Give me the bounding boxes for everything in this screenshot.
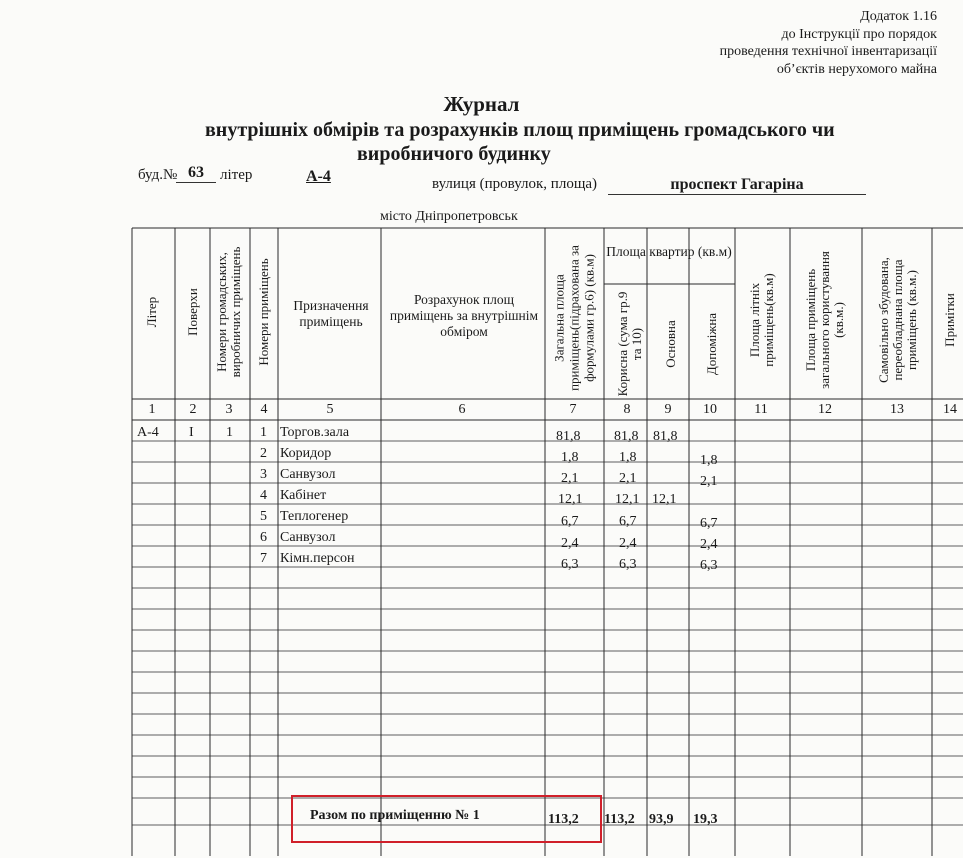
cell-room-name: Кімн.персон <box>280 551 355 566</box>
cell-total: 1,8 <box>561 450 579 465</box>
col-number: 11 <box>754 402 768 417</box>
col-number: 14 <box>943 402 957 417</box>
header-purpose: Призначення приміщень <box>293 298 369 329</box>
col-number: 13 <box>890 402 904 417</box>
cell-room-name: Санвузол <box>280 467 336 482</box>
header-calc: Розрахунок площ приміщень за внутрішнім обміром <box>389 292 539 339</box>
header-total-area: Загальна площа приміщень(підрахована за формулами гр.6) (кв.м) <box>551 245 597 391</box>
appendix-line: проведення технічної інвентаризації <box>719 44 937 59</box>
col-number: 9 <box>664 402 672 417</box>
appendix-line: об’єктів нерухомого майна <box>776 61 937 77</box>
cell-main: 12,1 <box>652 492 677 507</box>
cell-useful: 12,1 <box>615 492 640 507</box>
cell-total: 6,7 <box>561 514 579 529</box>
cell-total: 81,8 <box>556 429 581 444</box>
street-value: проспект Гагаріна <box>608 176 866 195</box>
col-number: 3 <box>225 402 233 417</box>
total-main-value: 93,9 <box>649 812 674 827</box>
col-number: 6 <box>458 402 466 417</box>
appendix-line: до Інструкції про порядок <box>781 26 937 42</box>
cell-liter: А-4 <box>137 425 159 440</box>
cell-aux: 2,1 <box>700 474 718 489</box>
cell-total: 12,1 <box>558 492 583 507</box>
cell-total: 2,4 <box>561 536 579 551</box>
cell-useful: 6,3 <box>619 557 637 572</box>
col-number: 1 <box>148 402 156 417</box>
cell-room-name: Санвузол <box>280 530 336 545</box>
building-no-label: буд.№ <box>138 167 178 183</box>
cell-useful: 2,4 <box>619 536 637 551</box>
total-useful-value: 113,2 <box>604 812 635 827</box>
cell-total: 6,3 <box>561 557 579 572</box>
cell-room-no: 3 <box>260 467 267 482</box>
total-area-value: 113,2 <box>548 812 579 827</box>
cell-main: 81,8 <box>653 429 678 444</box>
header-summer: Площа літніх приміщень(кв.м) <box>747 273 776 367</box>
liter-value: А-4 <box>306 168 331 185</box>
col-number: 10 <box>703 402 717 417</box>
cell-room-no: 2 <box>260 446 267 461</box>
header-auxiliary: Допоміжна <box>704 312 719 376</box>
col-number: 8 <box>623 402 631 417</box>
col-number: 12 <box>818 402 832 417</box>
cell-aux: 1,8 <box>700 453 718 468</box>
total-aux-value: 19,3 <box>693 812 718 827</box>
street-label: вулиця (провулок, площа) <box>432 176 598 192</box>
cell-aux: 2,4 <box>700 537 718 552</box>
col-number: 7 <box>569 402 577 417</box>
document-subtitle-cont: виробничого будинку <box>357 143 551 165</box>
total-label: Разом по приміщенню № 1 <box>310 808 480 823</box>
header-notes: Примітки <box>942 293 957 347</box>
cell-useful: 1,8 <box>619 450 637 465</box>
cell-room-name: Коридор <box>280 446 332 461</box>
cell-aux: 6,3 <box>700 558 718 573</box>
header-self-built: Самовільно збудована, переобладнана площа приміщень (кв.м.) <box>876 257 919 383</box>
cell-useful: 81,8 <box>614 429 639 444</box>
building-no-value: 63 <box>176 164 216 183</box>
header-rooms-no: Номери приміщень <box>256 258 271 366</box>
cell-useful: 6,7 <box>619 514 637 529</box>
header-common: Площа приміщень загального користування (кв.м.) <box>803 251 846 389</box>
cell-room-no: 4 <box>260 488 267 503</box>
liter-label: літер <box>220 167 253 183</box>
header-floors: Поверхи <box>185 288 200 336</box>
cell-room-no: 6 <box>260 530 267 545</box>
header-useful: Корисна (сума гр.9 та 10) <box>615 291 644 397</box>
city-label: місто Дніпропетровськ <box>380 209 518 224</box>
cell-room-no: 7 <box>260 551 267 566</box>
cell-room-name: Торгов.зала <box>280 425 350 440</box>
document-title: Журнал <box>443 92 520 116</box>
col-number: 5 <box>326 402 334 417</box>
cell-room-no: 5 <box>260 509 267 524</box>
col-number: 4 <box>260 402 268 417</box>
cell-room-name: Теплогенер <box>280 509 349 524</box>
document-subtitle: внутрішніх обмірів та розрахунків площ приміщень громадського чи <box>205 119 835 141</box>
header-apt-area: Площа квартир (кв.м) <box>606 244 732 259</box>
header-main: Основна <box>663 320 678 368</box>
col-number: 2 <box>189 402 197 417</box>
cell-room-name: Кабінет <box>280 488 327 503</box>
appendix-line: Додаток 1.16 <box>860 9 937 24</box>
cell-room-no: 1 <box>260 425 267 440</box>
cell-aux: 6,7 <box>700 516 718 531</box>
cell-premise: 1 <box>226 425 233 440</box>
cell-floor: I <box>189 425 194 440</box>
header-premises-no: Номери громадських, виробничих приміщень <box>214 246 243 378</box>
cell-useful: 2,1 <box>619 471 637 486</box>
cell-total: 2,1 <box>561 471 579 486</box>
header-liter: Літер <box>144 296 159 328</box>
